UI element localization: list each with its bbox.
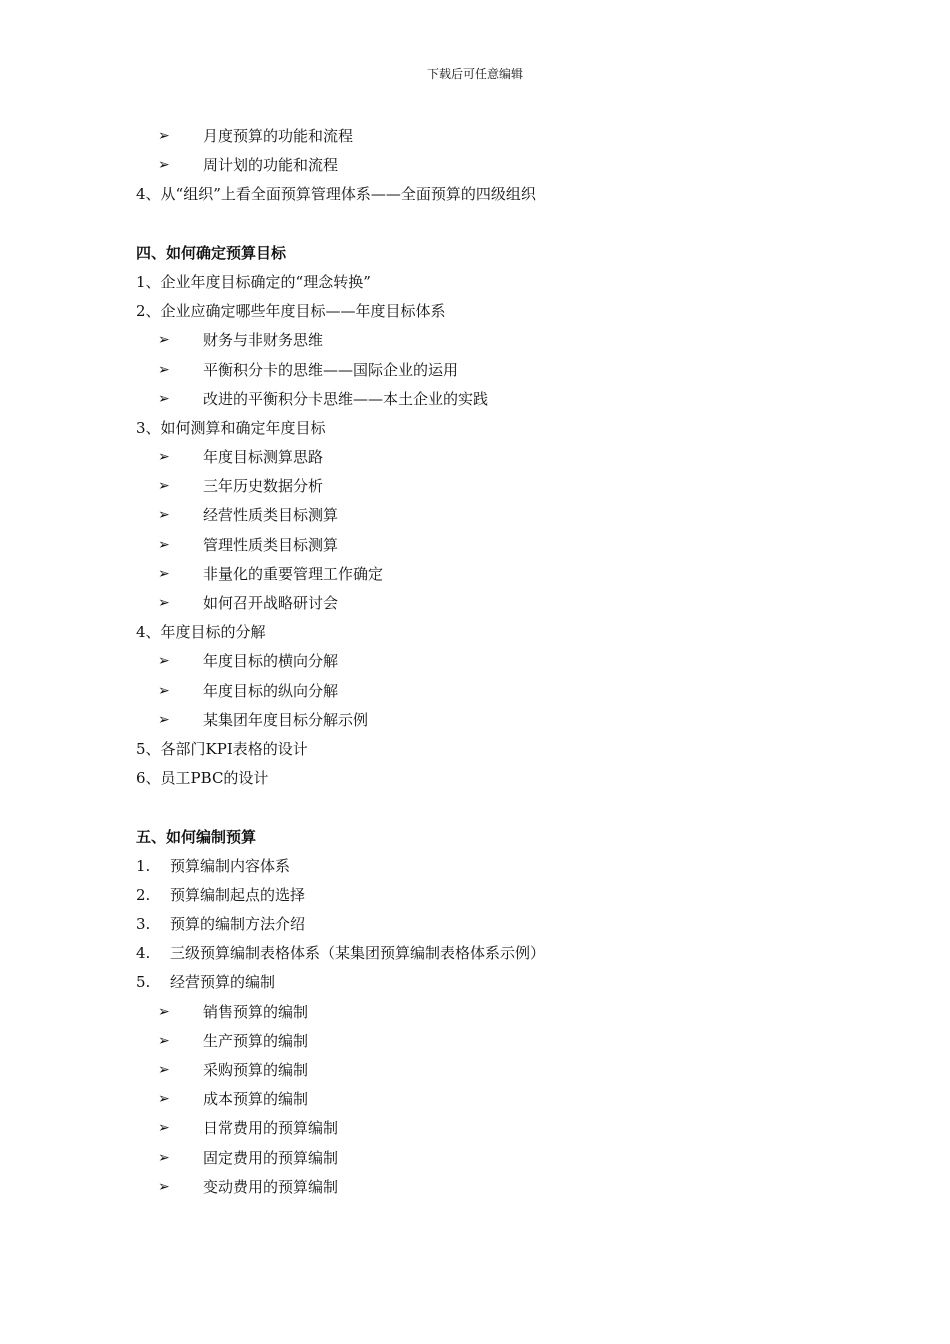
- arrowhead-bullet-icon: ➢: [158, 449, 170, 466]
- bullet-item-text: 采购预算的编制: [203, 1061, 309, 1079]
- bullet-item-text: 销售预算的编制: [203, 1002, 309, 1021]
- bullet-item: [0, 531, 950, 560]
- document-body: [0, 122, 950, 1202]
- list-item-text: 经营预算的编制: [170, 973, 276, 992]
- bullet-item: [0, 501, 950, 530]
- bullet-item-text: 年度目标的纵向分解: [203, 681, 339, 700]
- list-item: [0, 910, 950, 939]
- arrowhead-bullet-icon: ➢: [158, 332, 170, 349]
- arrowhead-bullet-icon: ➢: [158, 390, 170, 407]
- bullet-item: [0, 1144, 950, 1173]
- bullet-item-text: 日常费用的预算编制: [203, 1119, 339, 1138]
- arrowhead-bullet-icon: ➢: [158, 507, 170, 524]
- bullet-item-text: 周计划的功能和流程: [203, 156, 339, 175]
- numbered-line-text: 6、员工PBC的设计: [136, 769, 269, 788]
- bullet-item-text: 变动费用的预算编制: [203, 1177, 339, 1196]
- numbered-line: [0, 414, 950, 443]
- numbered-line-text: 4、年度目标的分解: [136, 623, 266, 642]
- arrowhead-bullet-icon: ➢: [158, 1062, 170, 1078]
- numbered-line: [0, 297, 950, 326]
- arrowhead-bullet-icon: ➢: [158, 653, 170, 670]
- numbered-line: [0, 618, 950, 647]
- bullet-item-text: 成本预算的编制: [203, 1090, 309, 1109]
- list-item-text: 预算编制起点的选择: [170, 885, 306, 904]
- bullet-item: [0, 560, 950, 589]
- bullet-item: [0, 122, 950, 151]
- arrowhead-bullet-icon: ➢: [158, 565, 170, 582]
- bullet-item-text: 生产预算的编制: [203, 1031, 309, 1050]
- bullet-item: [0, 1173, 950, 1202]
- arrowhead-bullet-icon: ➢: [158, 157, 170, 174]
- arrowhead-bullet-icon: ➢: [158, 1003, 170, 1020]
- numbered-line-text: 3、如何测算和确定年度目标: [136, 418, 326, 437]
- arrowhead-bullet-icon: ➢: [158, 1032, 170, 1049]
- bullet-item: [0, 1085, 950, 1114]
- section-heading: [0, 239, 950, 268]
- list-item-number: 1.: [136, 856, 151, 875]
- bullet-item: [0, 356, 950, 385]
- numbered-line: [0, 735, 950, 764]
- list-item-number: 3.: [136, 915, 151, 934]
- list-item: [0, 968, 950, 997]
- arrowhead-bullet-icon: ➢: [158, 1149, 170, 1166]
- numbered-line: [0, 764, 950, 793]
- numbered-line-text: 2、企业应确定哪些年度目标——年度目标体系: [136, 302, 446, 321]
- bullet-item-text: 如何召开战略研讨会: [203, 594, 339, 612]
- numbered-line: [0, 180, 950, 209]
- arrowhead-bullet-icon: ➢: [158, 478, 170, 495]
- section-heading-text: 四、如何确定预算目标: [136, 243, 287, 262]
- list-item-text: 预算编制内容体系: [170, 856, 291, 875]
- arrowhead-bullet-icon: ➢: [158, 1120, 170, 1137]
- arrowhead-bullet-icon: ➢: [158, 536, 170, 553]
- list-item: [0, 852, 950, 881]
- bullet-item: [0, 1114, 950, 1143]
- bullet-item: [0, 472, 950, 501]
- bullet-item: [0, 706, 950, 735]
- bullet-item-text: 三年历史数据分析: [203, 477, 324, 496]
- list-item-number: 4.: [136, 944, 151, 963]
- bullet-item-text: 财务与非财务思维: [203, 331, 324, 350]
- numbered-line-text: 5、各部门KPI表格的设计: [136, 739, 308, 758]
- bullet-item: [0, 151, 950, 180]
- list-item: [0, 881, 950, 910]
- bullet-item-text: 平衡积分卡的思维——国际企业的运用: [203, 360, 459, 379]
- arrowhead-bullet-icon: ➢: [158, 682, 170, 699]
- list-item-number: 2.: [136, 885, 151, 904]
- numbered-line: [0, 268, 950, 297]
- arrowhead-bullet-icon: ➢: [158, 361, 170, 378]
- bullet-item-text: 某集团年度目标分解示例: [203, 710, 369, 729]
- blank-line: [0, 210, 950, 239]
- blank-line: [0, 793, 950, 822]
- bullet-item-text: 管理性质类目标测算: [203, 535, 339, 554]
- list-item-text: 预算的编制方法介绍: [170, 915, 306, 934]
- bullet-item-text: 年度目标测算思路: [203, 448, 324, 467]
- section-heading-text: 五、如何编制预算: [136, 827, 257, 846]
- arrowhead-bullet-icon: ➢: [158, 1178, 170, 1195]
- numbered-line-text: 4、从“组织”上看全面预算管理体系——全面预算的四级组织: [136, 185, 536, 204]
- bullet-item: [0, 326, 950, 355]
- list-item-text: 三级预算编制表格体系（某集团预算编制表格体系示例）: [170, 944, 546, 963]
- section-heading: [0, 823, 950, 852]
- numbered-line-text: 1、企业年度目标确定的“理念转换”: [136, 272, 371, 291]
- arrowhead-bullet-icon: ➢: [158, 1091, 170, 1108]
- bullet-item: [0, 443, 950, 472]
- arrowhead-bullet-icon: ➢: [158, 128, 170, 144]
- header-text: 下载后可任意编辑: [426, 67, 523, 81]
- bullet-item-text: 年度目标的横向分解: [203, 652, 339, 671]
- bullet-item: [0, 677, 950, 706]
- bullet-item: [0, 589, 950, 618]
- list-item-number: 5.: [136, 973, 151, 992]
- bullet-item: [0, 647, 950, 676]
- arrowhead-bullet-icon: ➢: [158, 711, 170, 728]
- bullet-item-text: 非量化的重要管理工作确定: [203, 564, 384, 583]
- page-header: [0, 64, 950, 84]
- bullet-item: [0, 998, 950, 1027]
- list-item: [0, 939, 950, 968]
- arrowhead-bullet-icon: ➢: [158, 595, 170, 611]
- bullet-item: [0, 385, 950, 414]
- bullet-item-text: 经营性质类目标测算: [203, 506, 339, 525]
- bullet-item-text: 改进的平衡积分卡思维——本土企业的实践: [203, 389, 489, 408]
- bullet-item-text: 月度预算的功能和流程: [203, 127, 354, 145]
- bullet-item: [0, 1027, 950, 1056]
- bullet-item: [0, 1056, 950, 1085]
- bullet-item-text: 固定费用的预算编制: [203, 1148, 339, 1167]
